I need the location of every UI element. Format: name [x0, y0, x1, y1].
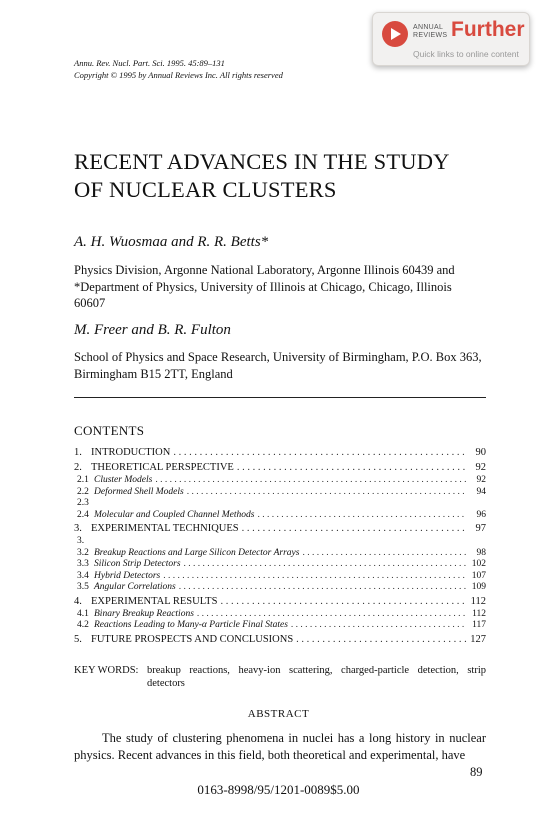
toc-entry[interactable]: [74, 536, 486, 548]
toc-entry[interactable]: [74, 571, 486, 583]
toc-entry-number: 3.: [74, 523, 82, 534]
issn-line: 0163-8998/95/1201-0089$5.00: [197, 782, 360, 797]
toc-entry-title: Silicon Strip Detectors: [94, 559, 181, 569]
page-number: 89: [470, 765, 483, 779]
toc-entry-title: Molecular and Coupled Channel Methods: [94, 509, 255, 520]
toc-leader-dots: [220, 594, 467, 609]
toc-entry-page: 112: [472, 608, 486, 619]
toc-entry[interactable]: [74, 548, 486, 560]
toc-entry[interactable]: [74, 609, 486, 621]
abstract-line-2: physics. Recent advances in this field, both theoretical and experimental, have: [74, 748, 466, 762]
toc-entry-number: 3.: [77, 536, 85, 546]
toc-entry-number: 5.: [74, 633, 82, 645]
toc-entry-title: FUTURE PROSPECTS AND CONCLUSIONS: [91, 633, 294, 645]
toc-leader-dots: [291, 620, 467, 632]
section-divider: [74, 397, 486, 398]
toc-entry-title: EXPERIMENTAL RESULTS: [91, 595, 218, 607]
toc-entry-number: 2.1: [77, 475, 89, 485]
toc-entry-title: Angular Correlations: [94, 582, 176, 592]
abstract-heading: [0, 708, 557, 720]
toc-leader-dots: [257, 510, 467, 522]
toc-entry-page: 97: [475, 523, 486, 534]
toc-entry-title: Hybrid Detectors: [94, 570, 161, 581]
toc-entry-number: 1.: [74, 447, 82, 458]
toc-entry[interactable]: [74, 632, 486, 647]
toc-entry-page: 127: [470, 633, 486, 645]
toc-entry[interactable]: [74, 475, 486, 487]
toc-leader-dots: [237, 460, 467, 475]
toc-entry-page: 117: [472, 620, 486, 630]
toc-entry[interactable]: [74, 498, 486, 510]
toc-entry-number: 3.5: [77, 582, 89, 592]
copyright-line: Copyright © 1995 by Annual Reviews Inc. All rights reserved: [74, 70, 283, 80]
toc-entry-page: 112: [470, 595, 486, 607]
toc-entry-title: Breakup Reactions and Large Silicon Detector Arrays: [94, 547, 300, 558]
toc-entry-number: 4.2: [77, 620, 89, 630]
toc-entry-page: 92: [476, 475, 486, 485]
toc-entry[interactable]: [74, 487, 486, 499]
toc-entry-page: 109: [471, 582, 486, 592]
toc-entry-number: 2.3: [77, 498, 89, 508]
toc-leader-dots: [179, 582, 467, 594]
keywords: [74, 664, 486, 690]
toc-entry[interactable]: [74, 445, 486, 460]
toc-entry-page: 98: [476, 547, 486, 558]
toc-entry-title: Deformed Shell Models: [94, 486, 184, 497]
title-line-1: RECENT ADVANCES IN THE STUDY: [74, 149, 450, 174]
toc-leader-dots: [296, 632, 467, 647]
toc-entry[interactable]: [74, 559, 486, 571]
keywords-label: KEY WORDS:: [74, 665, 139, 676]
toc-leader-dots: [242, 521, 467, 536]
toc-entry-number: 2.2: [77, 486, 89, 497]
toc-entry-page: 96: [476, 509, 486, 520]
toc-entry-title: Cluster Models: [94, 475, 153, 485]
abstract-text: [74, 730, 486, 764]
table-of-contents: [74, 445, 486, 647]
toc-entry-number: 4.1: [77, 608, 89, 619]
toc-entry-title: THEORETICAL PERSPECTIVE: [91, 462, 234, 473]
toc-leader-dots: [163, 571, 467, 583]
toc-leader-dots: [187, 487, 467, 499]
toc-entry-title: EXPERIMENTAL TECHNIQUES: [91, 523, 239, 534]
toc-leader-dots: [155, 475, 467, 487]
journal-header: [74, 57, 283, 81]
toc-entry-number: 2.: [74, 462, 82, 473]
toc-entry-number: 4.: [74, 595, 82, 607]
toc-entry-number: 3.4: [77, 570, 89, 581]
title-line-2: OF NUCLEAR CLUSTERS: [74, 177, 337, 202]
toc-entry[interactable]: [74, 510, 486, 522]
further-badge[interactable]: [372, 12, 530, 66]
toc-entry-number: 3.2: [77, 547, 89, 558]
toc-leader-dots: [173, 445, 467, 460]
keywords-value: breakup reactions, heavy-ion scattering, charged-particle detection, strip detectors: [147, 665, 486, 689]
toc-entry-number: 3.3: [77, 559, 89, 569]
abstract-heading-text: ABSTRACT: [247, 708, 310, 720]
toc-entry-title: Reactions Leading to Many-α Particle Final States: [94, 620, 288, 630]
toc-leader-dots: [197, 609, 467, 621]
authors-2: M. Freer and B. R. Fulton: [74, 322, 231, 338]
affiliation-1: Physics Division, Argonne National Laboratory, Argonne Illinois 60439 and *Department of Physics, University of Illinois at Chicago, Chicago, Illinois 60607: [74, 263, 455, 310]
journal-citation: Annu. Rev. Nucl. Part. Sci. 1995. 45:89–131: [74, 58, 225, 68]
toc-entry[interactable]: [74, 582, 486, 594]
toc-leader-dots: [184, 559, 467, 571]
toc-entry-number: 2.4: [77, 509, 89, 520]
toc-entry-page: 107: [471, 570, 486, 581]
annual-reviews-label: ANNUAL REVIEWS: [413, 24, 448, 39]
affiliation-2: School of Physics and Space Research, University of Birmingham, P.O. Box 363, Birmingham B15 2TT, England: [74, 350, 482, 381]
toc-entry-title: Binary Breakup Reactions: [94, 608, 194, 619]
toc-entry-page: 90: [475, 447, 486, 458]
toc-leader-dots: [302, 548, 467, 560]
abstract-line-1: The study of clustering phenomena in nuclei has a long history in nuclear: [102, 731, 486, 745]
toc-entry-page: 102: [471, 559, 486, 569]
contents-heading: CONTENTS: [74, 423, 145, 438]
quick-links-label: Quick links to online content: [413, 49, 519, 59]
annual-reviews-play-icon: [382, 21, 408, 47]
toc-entry-page: 92: [475, 462, 486, 473]
toc-entry[interactable]: [74, 460, 486, 475]
toc-entry[interactable]: [74, 594, 486, 609]
toc-entry[interactable]: [74, 521, 486, 536]
authors-1: A. H. Wuosmaa and R. R. Betts*: [74, 234, 269, 250]
toc-entry[interactable]: [74, 620, 486, 632]
toc-entry-page: 94: [476, 486, 486, 497]
toc-entry-title: INTRODUCTION: [91, 447, 171, 458]
further-label: Further: [451, 18, 525, 41]
article-title: [74, 148, 450, 204]
